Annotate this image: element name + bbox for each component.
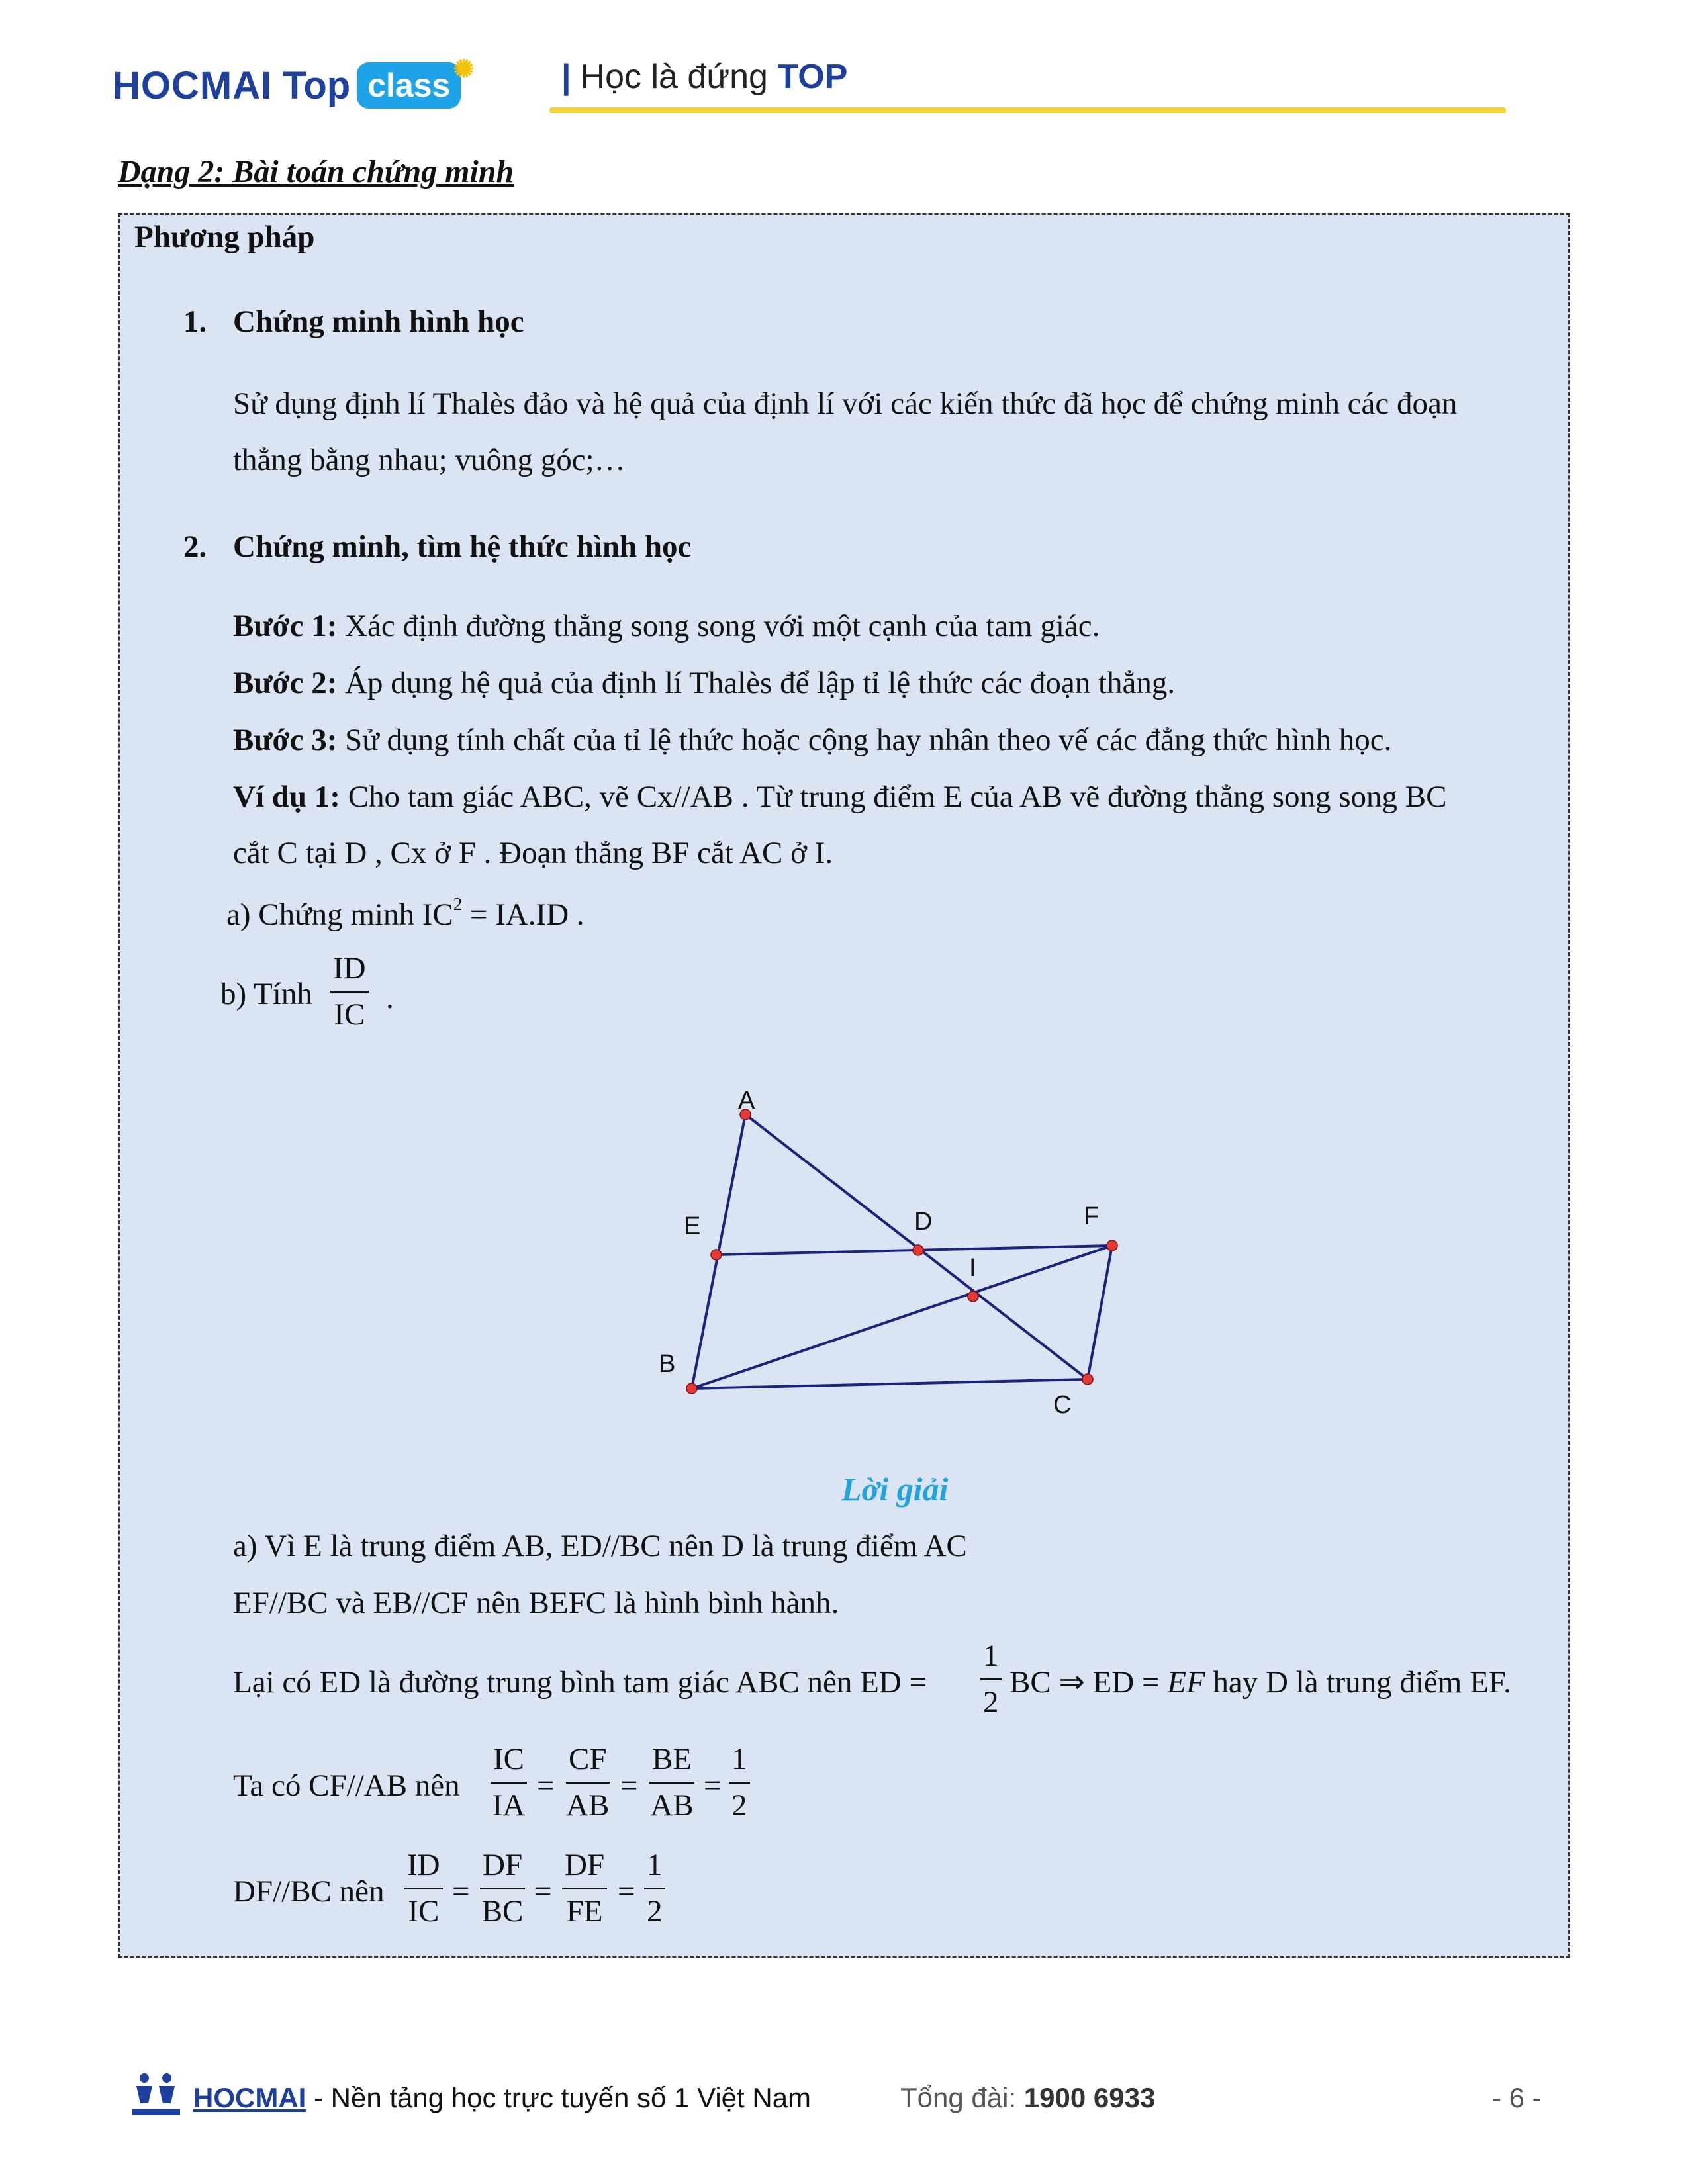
solution-l5-frac-1-den: IC <box>408 1894 440 1929</box>
segment-BF <box>692 1246 1112 1388</box>
segment-CF <box>1088 1246 1112 1379</box>
solution-l5-frac-3 <box>562 1850 607 1927</box>
hocmai-footer-icon <box>130 2070 183 2119</box>
item1-line1: Sử dụng định lí Thalès đảo và hệ quả của định lí với các kiến thức đã học để chứng minh các đoạn <box>233 387 1458 421</box>
question-a-suffix: = IA.ID . <box>462 897 585 932</box>
item1-title: Chứng minh hình học <box>233 304 524 339</box>
figure-lines <box>692 1115 1112 1388</box>
solution-a-line2: EF//BC và EB//CF nên BEFC là hình bình hành. <box>233 1586 839 1620</box>
hocmai-topclass-logo <box>113 56 475 115</box>
solution-l4-frac-1-den: IA <box>492 1788 526 1823</box>
footer-tagline: - Nền tảng học trực tuyến số 1 Việt Nam <box>306 2082 812 2113</box>
point-I <box>968 1291 978 1302</box>
solution-l5-frac-2-num: DF <box>480 1850 525 1889</box>
question-a-sup: 2 <box>453 894 463 914</box>
solution-l5-frac-4-den: 2 <box>647 1894 663 1929</box>
header-underline <box>549 107 1506 113</box>
solution-l3-ef: EF <box>1167 1665 1205 1700</box>
tagline-text: Học là đứng <box>580 58 768 96</box>
solution-l3-fraction <box>980 1641 1002 1718</box>
sun-icon: ✺ <box>453 56 475 83</box>
solution-l5-frac-4-num: 1 <box>644 1850 665 1889</box>
solution-l5-frac-4 <box>644 1850 665 1927</box>
label-E: E <box>684 1212 701 1240</box>
point-C <box>1082 1374 1093 1385</box>
question-a-prefix: a) Chứng minh IC <box>226 897 453 932</box>
solution-l5-frac-2 <box>480 1850 525 1927</box>
solution-l5-frac-2-den: BC <box>481 1894 524 1929</box>
item1-number: 1. <box>183 304 207 339</box>
logo-class-text: class <box>367 67 451 104</box>
solution-l4-eq-1: = <box>537 1768 555 1803</box>
figure-labels <box>659 1087 1099 1419</box>
solution-l3-mid: BC ⇒ ED = <box>1009 1665 1160 1700</box>
question-b-den: IC <box>334 997 365 1032</box>
item1-line2: thẳng bằng nhau; vuông góc;… <box>233 443 626 477</box>
page-number: - 6 - <box>1492 2082 1542 2113</box>
header-tagline <box>561 57 847 97</box>
solution-a-line1: a) Vì E là trung điểm AB, ED//BC nên D là trung điểm AC <box>233 1529 967 1563</box>
solution-l5-frac-3-num: DF <box>562 1850 607 1889</box>
solution-l4-frac-2-den: AB <box>566 1788 610 1823</box>
solution-l4-frac-2 <box>566 1744 610 1821</box>
solution-title: Lời giải <box>841 1471 949 1508</box>
solution-l4-frac-3 <box>649 1744 694 1821</box>
label-I: I <box>969 1254 976 1282</box>
solution-l4-frac-1-num: IC <box>491 1744 527 1784</box>
solution-l3-den: 2 <box>983 1685 999 1719</box>
footer-brand[interactable]: HOCMAI <box>193 2082 306 2113</box>
solution-l4-frac-3-den: AB <box>650 1788 694 1823</box>
solution-l4-prefix: Ta có CF//AB nên <box>233 1768 460 1803</box>
footer-hotline-number: 1900 6933 <box>1023 2082 1156 2113</box>
question-b-num: ID <box>330 953 369 993</box>
label-B: B <box>659 1350 676 1378</box>
tagline-divider: | <box>561 58 571 96</box>
tagline-top: TOP <box>777 58 848 96</box>
solution-l4-frac-4-num: 1 <box>729 1744 750 1784</box>
solution-l5-frac-1 <box>404 1850 443 1927</box>
example-line2: cắt C tại D , Cx ở F . Đoạn thẳng BF cắt AC ở I. <box>233 836 833 870</box>
footer-left <box>193 2082 811 2114</box>
step2-text: Áp dụng hệ quả của định lí Thalès để lập tỉ lệ thức các đoạn thẳng. <box>345 666 1176 700</box>
label-D: D <box>914 1208 933 1236</box>
logo-top-text: Top <box>283 64 351 107</box>
solution-l4-frac-4-den: 2 <box>731 1788 747 1823</box>
logo-hocmai-text: HOCMAI <box>113 64 273 107</box>
point-F <box>1107 1240 1117 1251</box>
point-D <box>913 1245 923 1255</box>
solution-l5-eq-2: = <box>534 1874 552 1909</box>
label-C: C <box>1053 1391 1072 1419</box>
example-text1: Cho tam giác ABC, vẽ Cx//AB . Từ trung điểm E của AB vẽ đường thẳng song song BC <box>348 780 1447 814</box>
method-heading: Phương pháp <box>134 220 315 254</box>
solution-l3-rest <box>1009 1667 1511 1698</box>
footer-hotline-label: Tổng đài: <box>900 2082 1017 2113</box>
footer-hotline <box>900 2082 1155 2114</box>
item2-title: Chứng minh, tìm hệ thức hình học <box>233 529 692 564</box>
solution-l4-frac-1 <box>491 1744 527 1821</box>
label-F: F <box>1084 1203 1100 1230</box>
example-label: Ví dụ 1: <box>233 780 340 814</box>
question-b-suffix: . <box>386 981 394 1015</box>
logo-class-badge <box>357 56 475 109</box>
solution-l3-num: 1 <box>980 1641 1002 1680</box>
method-box <box>118 213 1570 1958</box>
step3-text: Sử dụng tính chất của tỉ lệ thức hoặc cộng hay nhân theo vế các đẳng thức hình học. <box>345 723 1392 757</box>
step3-label: Bước 3: <box>233 723 338 757</box>
solution-l3-prefix: Lại có ED là đường trung bình tam giác ABC nên ED = <box>233 1665 927 1700</box>
solution-l5-frac-1-num: ID <box>404 1850 443 1889</box>
solution-l4-frac-3-num: BE <box>649 1744 694 1784</box>
solution-l5-eq-1: = <box>452 1874 470 1909</box>
solution-l4-eq-2: = <box>620 1768 638 1803</box>
solution-l5-prefix: DF//BC nên <box>233 1874 385 1909</box>
point-B <box>686 1383 697 1394</box>
point-E <box>711 1250 722 1260</box>
step1-text: Xác định đường thẳng song song với một cạnh của tam giác. <box>345 609 1100 643</box>
solution-l4-frac-2-num: CF <box>566 1744 610 1784</box>
step1-label: Bước 1: <box>233 609 338 643</box>
solution-l3-suffix: hay D là trung điểm EF. <box>1205 1665 1511 1700</box>
step2-label: Bước 2: <box>233 666 338 700</box>
segment-BC <box>692 1379 1088 1388</box>
item2-number: 2. <box>183 529 207 564</box>
solution-l5-frac-3-den: FE <box>566 1894 603 1929</box>
question-b-prefix: b) Tính <box>220 977 312 1011</box>
label-A: A <box>738 1087 755 1115</box>
solution-l4-eq-3: = <box>704 1768 722 1803</box>
section-title: Dạng 2: Bài toán chứng minh <box>118 154 514 189</box>
solution-l4-frac-4 <box>729 1744 750 1821</box>
solution-l5-eq-3: = <box>618 1874 635 1909</box>
